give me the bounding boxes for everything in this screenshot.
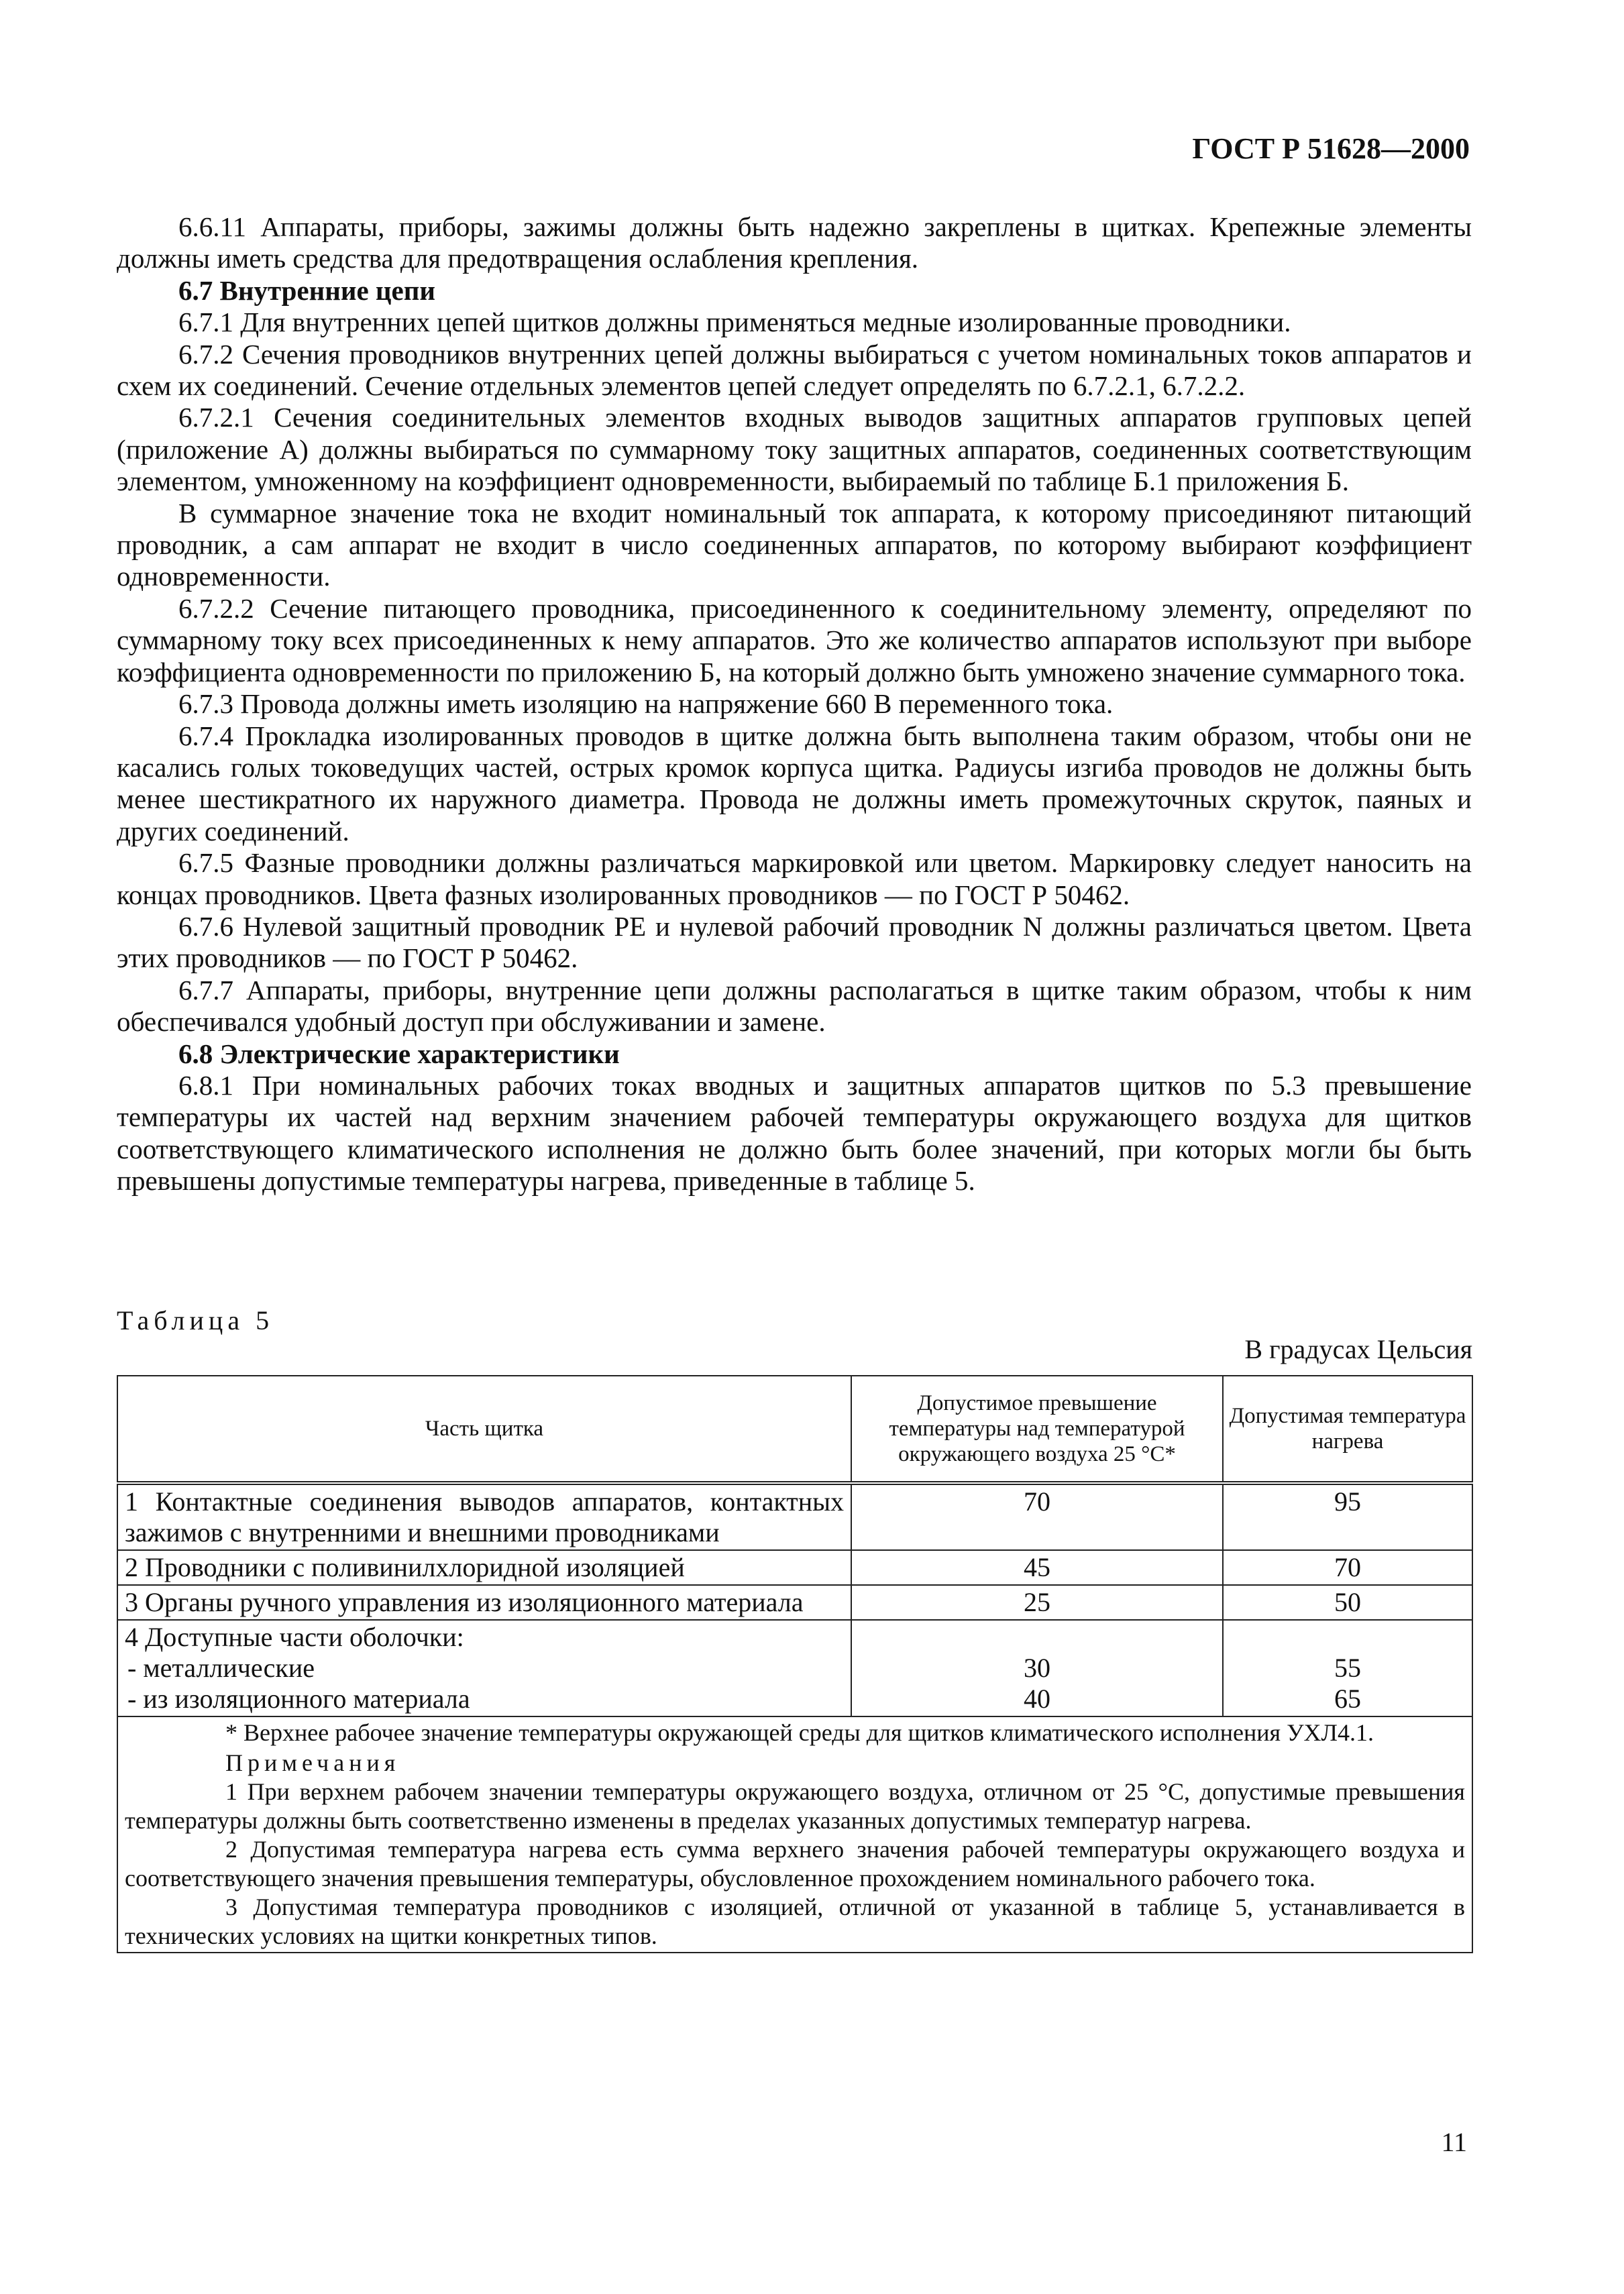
section-heading-6-8: 6.8 Электрические характеристики — [178, 1038, 620, 1069]
row-rise: 25 — [851, 1585, 1223, 1620]
header-rise: Допустимое превышение температуры над температурой окружающего воздуха 25 °С* — [851, 1376, 1223, 1483]
paragraph-6-7-5: 6.7.5 Фазные проводники должны различаться маркировкой или цветом. Маркировку следует наносить на концах проводников. Цвета фазных изолированных проводников — по ГОСТ Р 50462. — [117, 847, 1472, 910]
row-rise — [851, 1620, 1223, 1716]
row-rise: 45 — [851, 1550, 1223, 1585]
table-row — [117, 1483, 1472, 1550]
row4-sub-insulating: - из изоляционного материала — [127, 1684, 470, 1714]
body-text — [117, 211, 1472, 1197]
table-title: Таблица 5 — [117, 1305, 274, 1335]
temperature-table — [117, 1375, 1473, 1953]
table-row — [117, 1620, 1472, 1716]
page-number: 11 — [1441, 2127, 1467, 2157]
paragraph-6-7-7: 6.7.7 Аппараты, приборы, внутренние цепи должны располагаться в щитке таким образом, чтобы к ним обеспечивался удобный доступ при обслуживании и замене. — [117, 974, 1472, 1038]
paragraph-6-7-2: 6.7.2 Сечения проводников внутренних цепей должны выбираться с учетом номинальных токов аппаратов и схем их соединений. Сечение отдельных элементов цепей следует определять по 6.7.2.1, 6.7.2.2. — [117, 338, 1472, 402]
note-2: 2 Допустимая температура нагрева есть сумма верхнего значения рабочей температуры окружающего воздуха и соответствующего значения превышения температуры, обусловленное прохождением номинального рабочего тока. — [125, 1836, 1465, 1892]
paragraph-6-7-2-1: 6.7.2.1 Сечения соединительных элементов входных выводов защитных аппаратов групповых цепей (приложение А) должны выбираться по суммарному току защитных аппаратов, соединенных соответствующим элементом, умноженному на коэффициент одновременности, выбираемый по таблице Б.1 приложения Б. — [117, 402, 1472, 497]
row4-rise-insulating: 40 — [1024, 1684, 1050, 1714]
paragraph-6-7-6: 6.7.6 Нулевой защитный проводник PE и нулевой рабочий проводник N должны различаться цветом. Цвета этих проводников — по ГОСТ Р 50462. — [117, 910, 1472, 974]
paragraph-6-7-1: 6.7.1 Для внутренних цепей щитков должны применяться медные изолированные проводники. — [178, 307, 1291, 338]
row-part: 3 Органы ручного управления из изоляционного материала — [117, 1585, 851, 1620]
table-header-row — [117, 1376, 1472, 1483]
paragraph-6-7-2-2: 6.7.2.2 Сечение питающего проводника, присоединенного к соединительному элементу, определяют по суммарному току всех присоединенных к нему аппаратов. Это же количество аппаратов используют при выборе коэффициента одновременности по приложению Б, на который должно быть умножено значение суммарного тока. — [117, 592, 1472, 688]
note-1: 1 При верхнем рабочем значении температуры окружающего воздуха, отличном от 25 °С, допустимые превышения температуры должны быть соответственно изменены в пределах указанных допустимых температур нагрева. — [125, 1778, 1465, 1834]
paragraph-6-7-2-1-cont: В суммарное значение тока не входит номинальный ток аппарата, к которому присоединяют питающий проводник, а сам аппарат не входит в число соединенных аппаратов, по которому выбирают коэффициент одновременности. — [117, 497, 1472, 592]
paragraph-6-8-1: 6.8.1 При номинальных рабочих токах вводных и защитных аппаратов щитков по 5.3 превышение температуры их частей над верхним значением рабочей температуры окружающего воздуха для щитков соответствующего климатического исполнения не должно быть более значений, при которых могли бы быть превышены допустимые температуры нагрева, приведенные в таблице 5. — [117, 1069, 1472, 1197]
row4-rise-metal: 30 — [1024, 1653, 1050, 1683]
row4-part-title: 4 Доступные части оболочки: — [125, 1622, 464, 1652]
header-part: Часть щитка — [117, 1376, 851, 1483]
table-notes — [117, 1716, 1472, 1953]
row-temp: 70 — [1223, 1550, 1472, 1585]
table-notes-row — [117, 1716, 1472, 1953]
table-units: В градусах Цельсия — [1244, 1334, 1472, 1364]
note-3: 3 Допустимая температура проводников с изоляцией, отличной от указанной в таблице 5, устанавливается в технических условиях на щитки конкретных типов. — [125, 1894, 1465, 1949]
row-part: 1 Контактные соединения выводов аппаратов, контактных зажимов с внутренними и внешними проводниками — [117, 1483, 851, 1550]
section-heading-6-7: 6.7 Внутренние цепи — [178, 274, 435, 306]
paragraph-6-7-4: 6.7.4 Прокладка изолированных проводов в щитке должна быть выполнена таким образом, чтобы они не касались голых токоведущих частей, острых кромок корпуса щитка. Радиусы изгиба проводов не должны быть менее шестикратного их наружного диаметра. Провода не должны иметь промежуточных скруток, паяных и других соединений. — [117, 720, 1472, 846]
row-part — [117, 1620, 851, 1716]
table-row — [117, 1550, 1472, 1585]
notes-title: Примечания — [225, 1749, 400, 1776]
paragraph-6-7-3: 6.7.3 Провода должны иметь изоляцию на напряжение 660 В переменного тока. — [178, 688, 1114, 720]
row-temp — [1223, 1620, 1472, 1716]
row-temp: 50 — [1223, 1585, 1472, 1620]
header-temp: Допустимая температура нагрева — [1223, 1376, 1472, 1483]
row-temp: 95 — [1223, 1483, 1472, 1550]
row4-sub-metal: - металлические — [127, 1653, 315, 1683]
document-code-header: ГОСТ Р 51628—2000 — [1192, 132, 1470, 165]
table-row — [117, 1585, 1472, 1620]
row4-temp-metal: 55 — [1334, 1653, 1361, 1683]
row-rise: 70 — [851, 1483, 1223, 1550]
table-footnote: * Верхнее рабочее значение температуры окружающей среды для щитков климатического исполнения УХЛ4.1. — [225, 1719, 1374, 1746]
row-part: 2 Проводники с поливинилхлоридной изоляцией — [117, 1550, 851, 1585]
row4-temp-insulating: 65 — [1334, 1684, 1361, 1714]
paragraph-6-6-11: 6.6.11 Аппараты, приборы, зажимы должны быть надежно закреплены в щитках. Крепежные элементы должны иметь средства для предотвращения ослабления крепления. — [117, 211, 1472, 274]
